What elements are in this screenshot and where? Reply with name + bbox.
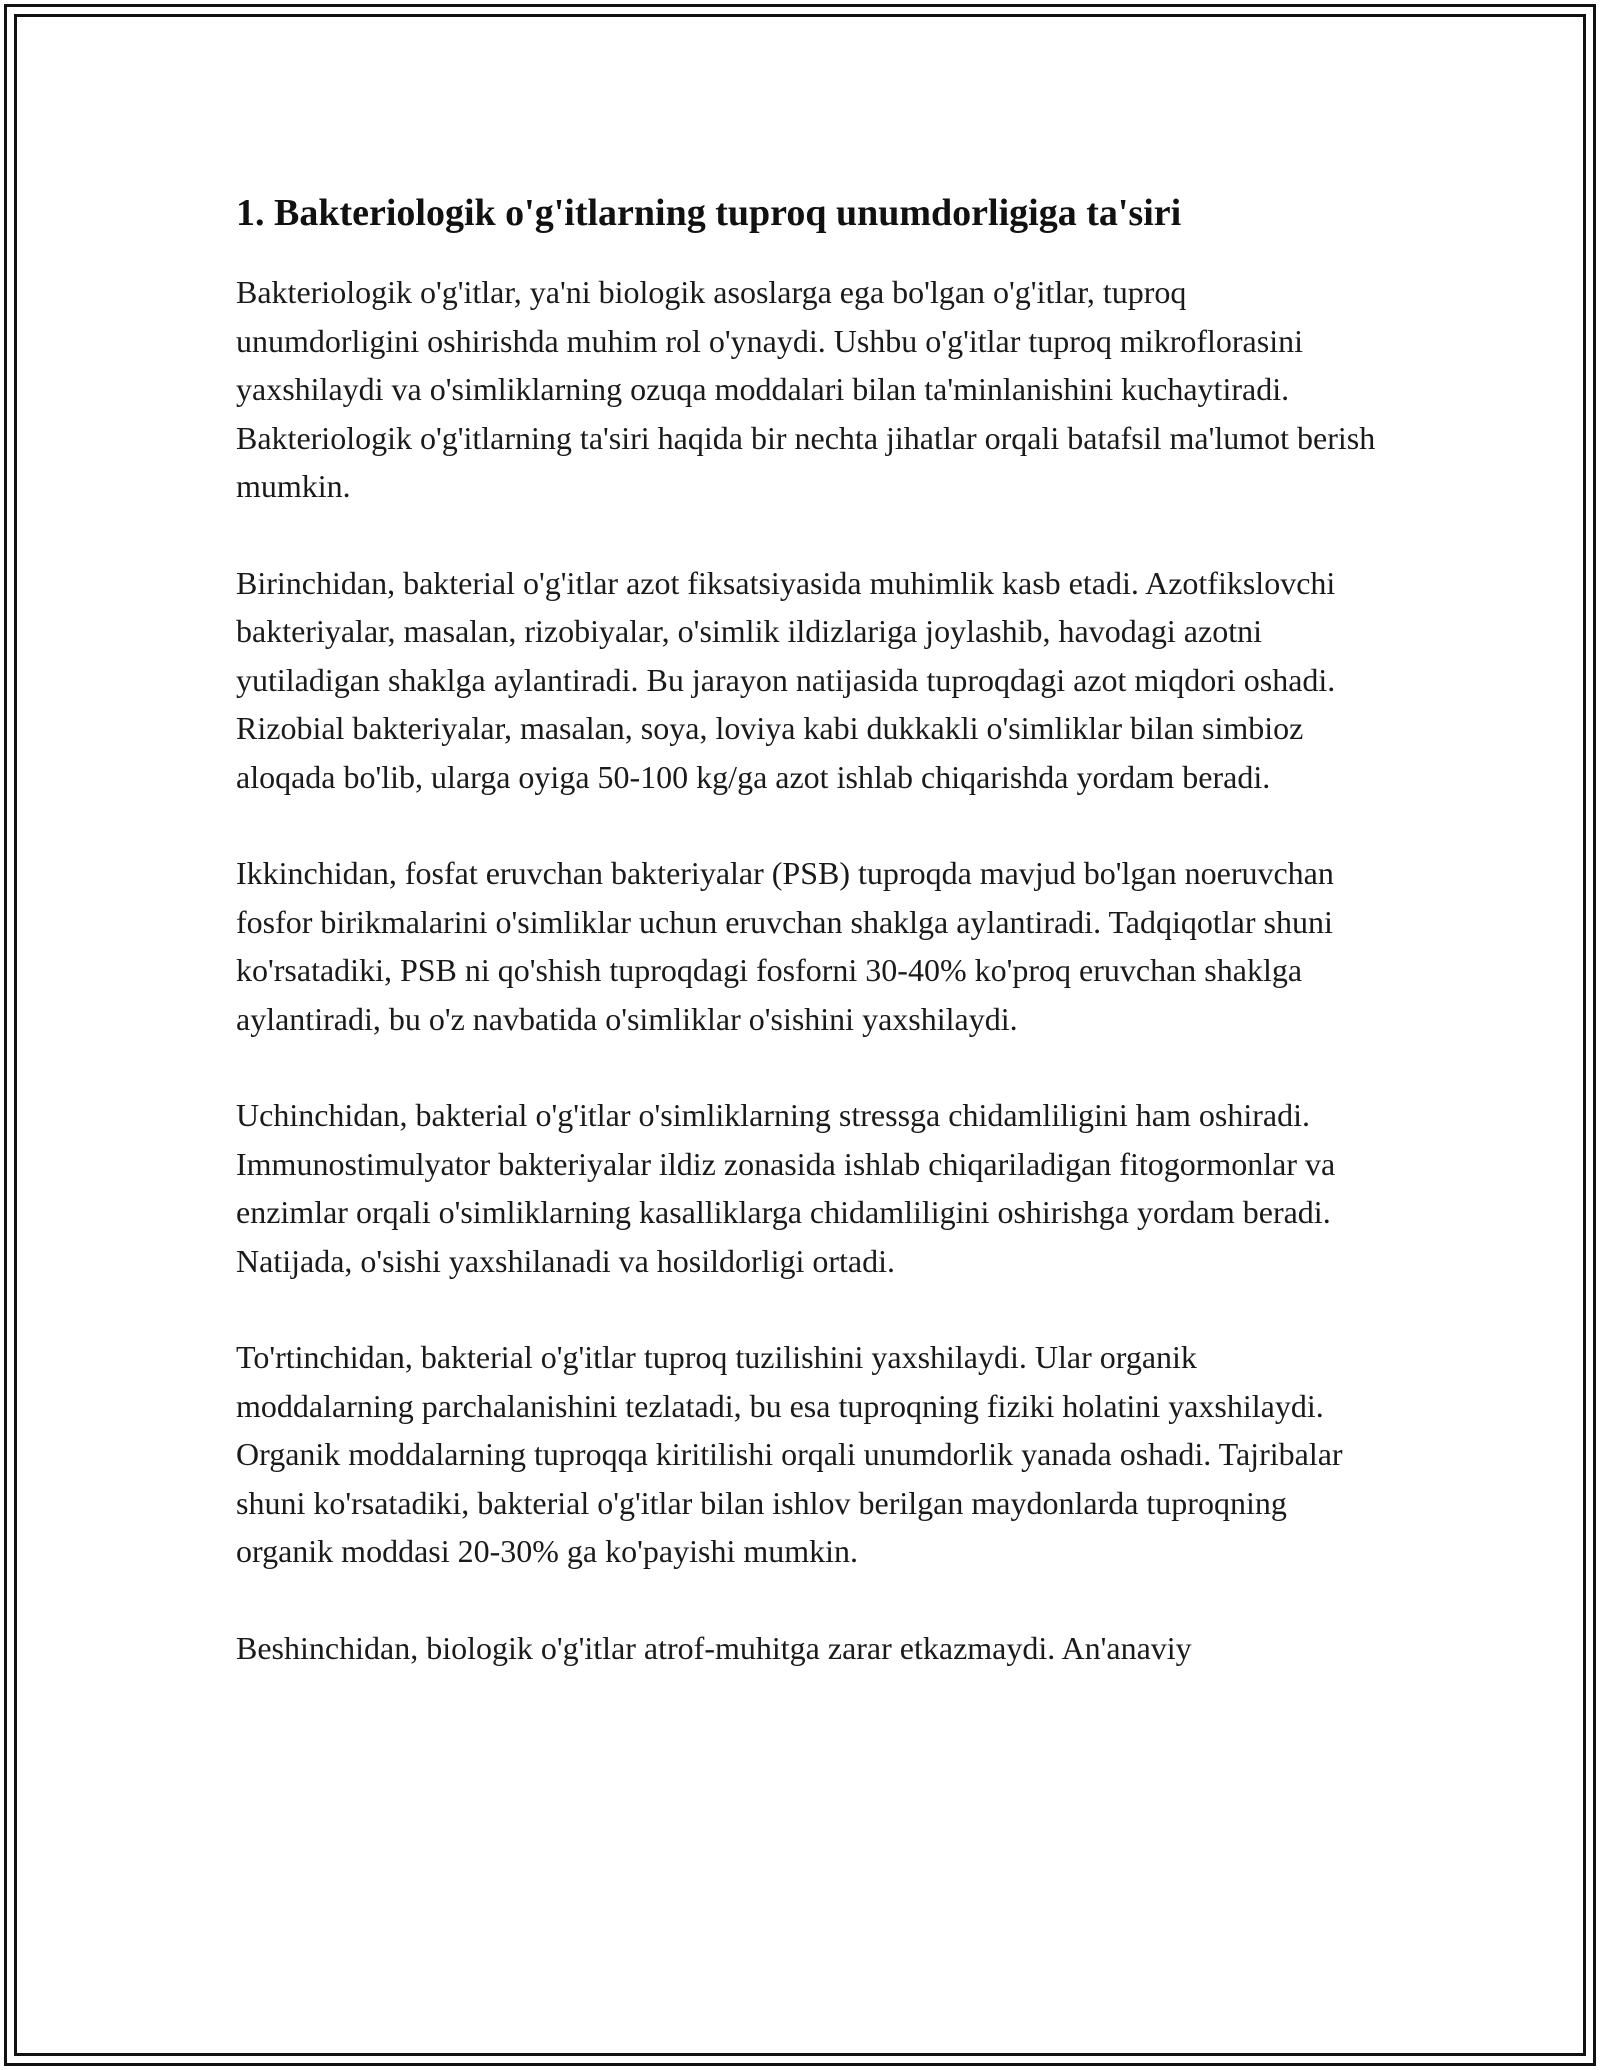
document-body: [236, 184, 1376, 1672]
paragraph-fourth-point: To'rtinchidan, bakterial o'g'itlar tuproq tuzilishini yaxshilaydi. Ular organik moddalarning parchalanishini tezlatadi, bu esa tuproqning fiziki holatini yaxshilaydi. Organik moddalarning tuproqqa kiritilishi orqali unumdorlik yanada oshadi. Tajribalar shuni ko'rsatadiki, bakterial o'g'itlar bilan ishlov berilgan maydonlarda tuproqning organik moddasi 20-30% ga ko'payishi mumkin.: [236, 1339, 1343, 1569]
paragraph-first-point: Birinchidan, bakterial o'g'itlar azot fiksatsiyasida muhimlik kasb etadi. Azotfikslovchi bakteriyalar, masalan, rizobiyalar, o'simlik ildizlariga joylashib, havodagi azotni yutiladigan shaklga aylantiradi. Bu jarayon natijasida tuproqdagi azot miqdori oshadi. Rizobial bakteriyalar, masalan, soya, loviya kabi dukkakli o'simliklar bilan simbioz aloqada bo'lib, ularga oyiga 50-100 kg/ga azot ishlab chiqarishda yordam beradi.: [236, 564, 1336, 795]
paragraph-second-point: Ikkinchidan, fosfat eruvchan bakteriyalar (PSB) tuproqda mavjud bo'lgan noeruvchan fosfor birikmalarini o'simliklar uchun eruvchan shaklga aylantiradi. Tadqiqotlar shuni ko'rsatadiki, PSB ni qo'shish tuproqdagi fosforni 30-40% ko'proq eruvchan shaklga aylantiradi, bu o'z navbatida o'simliklar o'sishini yaxshilaydi.: [236, 855, 1334, 1037]
section-heading: 1. Bakteriologik o'g'itlarning tuproq unumdorligiga ta'siri: [236, 192, 1182, 234]
paragraph-intro: Bakteriologik o'g'itlar, ya'ni biologik asoslarga ega bo'lgan o'g'itlar, tuproq unumdorligini oshirishda muhim rol o'ynaydi. Ushbu o'g'itlar tuproq mikroflorasini yaxshilaydi va o'simliklarning ozuqa moddalari bilan ta'minlanishini kuchaytiradi. Bakteriologik o'g'itlarning ta'siri haqida bir nechta jihatlar orqali batafsil ma'lumot berish mumkin.: [236, 274, 1376, 504]
paragraph-third-point: Uchinchidan, bakterial o'g'itlar o'simliklarning stressga chidamliligini ham oshiradi. Immunostimulyator bakteriyalar ildiz zonasida ishlab chiqariladigan fitogormonlar va enzimlar orqali o'simliklarning kasalliklarga chidamliligini oshirishga yordam beradi. Natijada, o'sishi yaxshilanadi va hosildorligi ortadi.: [236, 1097, 1336, 1279]
paragraph-fifth-point: Beshinchidan, biologik o'g'itlar atrof-muhitga zarar etkazmaydi. An'anaviy: [236, 1629, 1192, 1666]
